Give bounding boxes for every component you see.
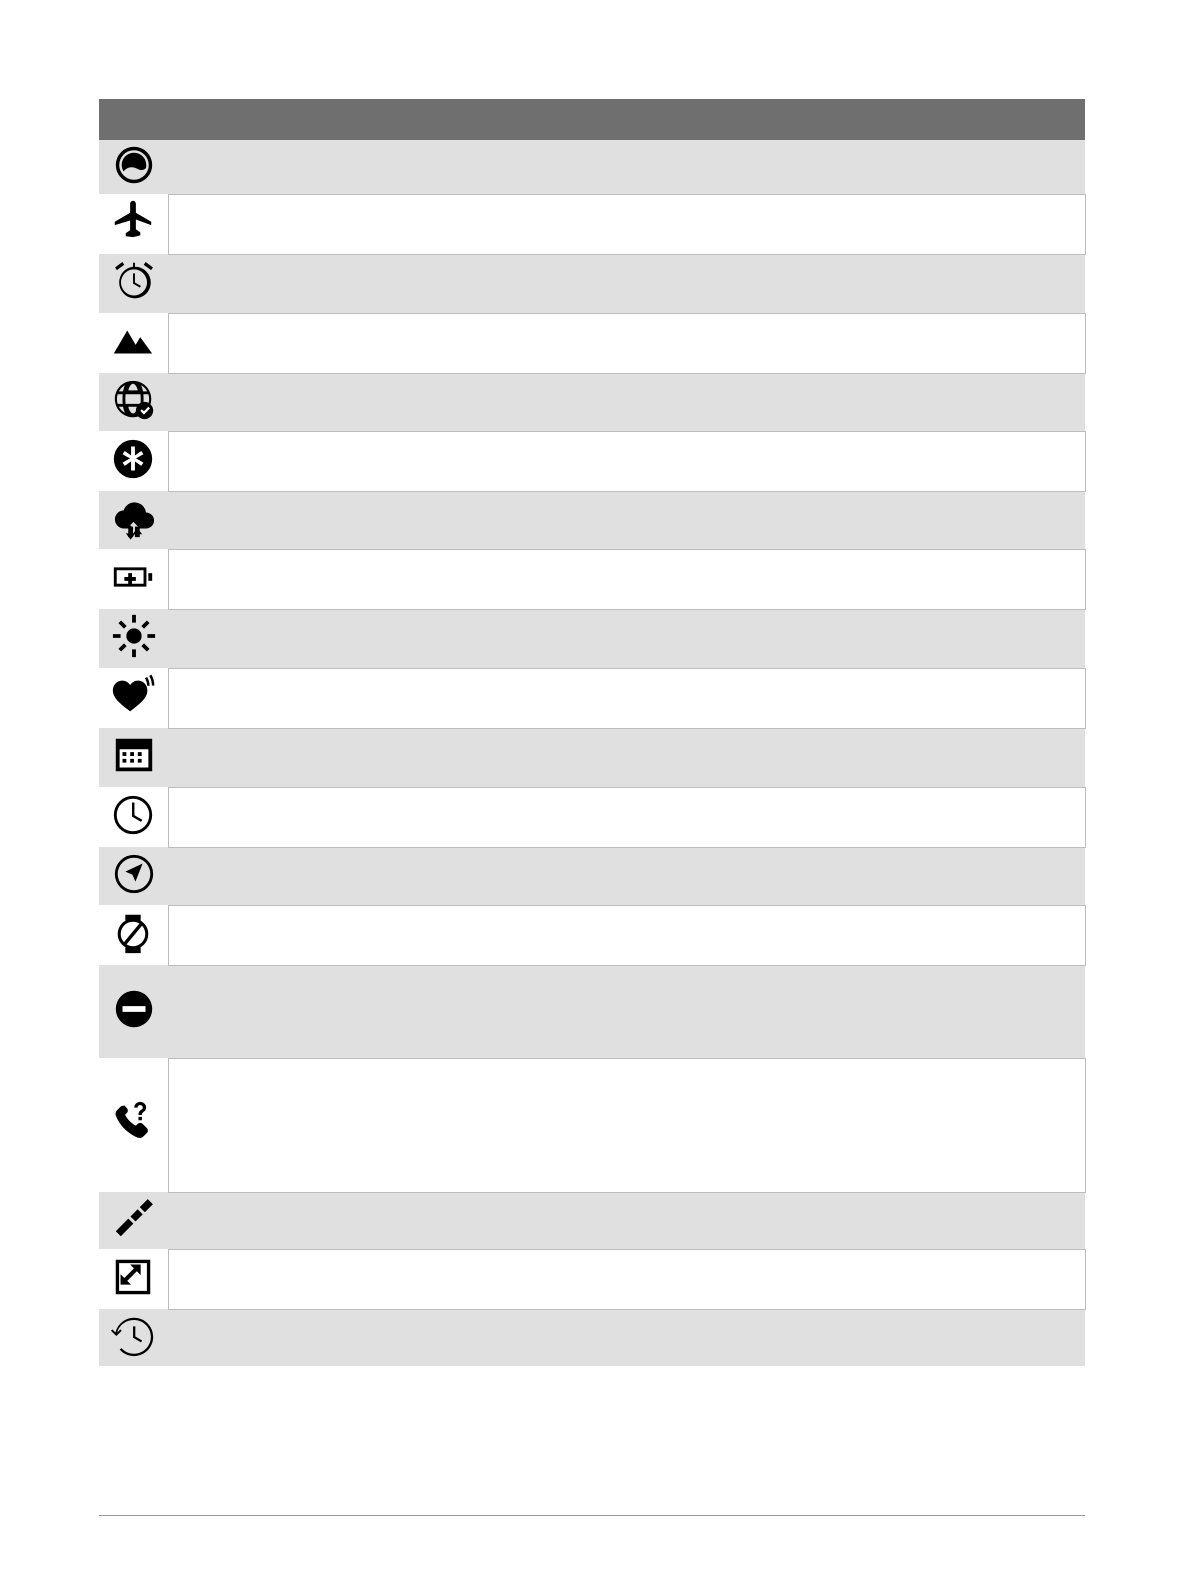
expand-arrows-icon [110,1254,156,1300]
row-desc-cell [357,965,1085,1058]
row-name-cell [168,1309,357,1366]
row-name-cell [168,373,357,431]
row-icon-cell [99,1058,168,1192]
row-name-cell [168,1249,357,1309]
row-name-cell [168,140,357,194]
row-icon-cell [99,140,168,194]
row-desc-cell [357,491,1085,549]
missed-call-icon [110,1100,156,1146]
row-name-cell [168,847,357,905]
row-icon-cell [99,668,168,728]
row-name-cell [168,431,357,491]
row-name-cell [168,491,357,549]
row-name-cell [168,905,357,965]
table-row [99,905,1085,965]
table-row [99,965,1085,1058]
clock-icon [110,792,156,838]
row-icon-cell [99,491,168,549]
watch-disabled-icon [110,910,156,956]
table-row [99,847,1085,905]
column-header-name [168,99,357,140]
row-icon-cell [99,1249,168,1309]
row-desc-cell [357,905,1085,965]
row-icon-cell [99,549,168,609]
history-clock-icon [111,1312,157,1358]
table-row [99,668,1085,728]
row-name-cell [168,194,357,254]
table-body [99,140,1085,1366]
table-row [99,431,1085,491]
row-icon-cell [99,609,168,668]
row-icon-cell [99,965,168,1058]
table-row [99,313,1085,373]
table-row [99,373,1085,431]
asterisk-circle-icon [110,436,156,482]
cloud-sync-icon [111,495,157,541]
table-row [99,1249,1085,1309]
row-desc-cell [357,194,1085,254]
airplane-icon [110,199,156,245]
aperture-photo-icon [111,142,157,188]
table-row [99,549,1085,609]
table-header [99,99,1085,140]
battery-plus-icon [110,554,156,600]
row-desc-cell [357,609,1085,668]
row-icon-cell [99,1309,168,1366]
table-row [99,609,1085,668]
row-desc-cell [357,140,1085,194]
row-icon-cell [99,194,168,254]
row-desc-cell [357,1192,1085,1249]
table-row [99,1192,1085,1249]
row-desc-cell [357,313,1085,373]
row-desc-cell [357,1309,1085,1366]
row-name-cell [168,609,357,668]
row-name-cell [168,787,357,847]
row-desc-cell [357,1249,1085,1309]
row-icon-cell [99,373,168,431]
row-name-cell [168,965,357,1058]
row-icon-cell [99,847,168,905]
footer-divider [99,1515,1085,1516]
do-not-disturb-icon [111,986,157,1032]
row-icon-cell [99,1192,168,1249]
row-name-cell [168,313,357,373]
row-desc-cell [357,431,1085,491]
table-row [99,194,1085,254]
alarm-clock-icon [111,258,157,304]
row-desc-cell [357,254,1085,313]
mountain-icon [110,318,156,364]
table-row [99,491,1085,549]
icon-legend-table [99,99,1086,1366]
row-icon-cell [99,728,168,787]
column-header-description [357,99,1085,140]
row-name-cell [168,668,357,728]
row-desc-cell [357,668,1085,728]
heart-rate-icon [110,673,156,719]
table-header-row [99,99,1085,140]
table-row [99,140,1085,194]
row-desc-cell [357,1058,1085,1192]
table-row [99,254,1085,313]
row-desc-cell [357,728,1085,787]
row-icon-cell [99,905,168,965]
row-desc-cell [357,549,1085,609]
row-name-cell [168,549,357,609]
row-name-cell [168,254,357,313]
table-row [99,728,1085,787]
flashlight-icon [111,1195,157,1241]
table-row [99,1058,1085,1192]
row-desc-cell [357,787,1085,847]
calendar-icon [111,732,157,778]
table-row [99,787,1085,847]
column-header-icon [99,99,168,140]
row-name-cell [168,728,357,787]
row-icon-cell [99,254,168,313]
compass-icon [111,851,157,897]
brightness-sun-icon [111,613,157,659]
row-name-cell [168,1058,357,1192]
row-icon-cell [99,431,168,491]
row-desc-cell [357,373,1085,431]
row-name-cell [168,1192,357,1249]
table-row [99,1309,1085,1366]
row-desc-cell [357,847,1085,905]
row-icon-cell [99,313,168,373]
globe-check-icon [111,377,157,423]
row-icon-cell [99,787,168,847]
